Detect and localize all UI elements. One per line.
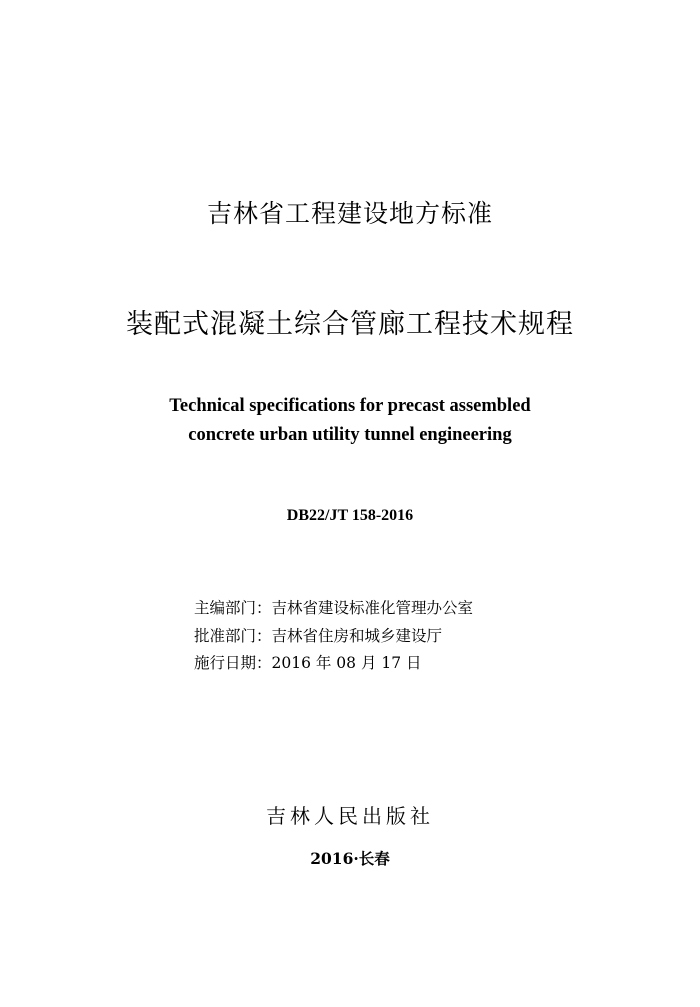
standard-code: DB22/JT 158-2016 — [286, 507, 414, 524]
editor-department: 主编部门：吉林省建设标准化管理办公室 — [194, 599, 474, 617]
series-title: 吉林省工程建设地方标准 — [206, 199, 493, 228]
document-title-chinese: 装配式混凝土综合管廊工程技术规程 — [126, 309, 574, 340]
english-title-line-1: Technical specifications for precast assembled — [169, 396, 531, 416]
approval-department: 批准部门：吉林省住房和城乡建设厅 — [194, 626, 443, 645]
publication-place-year: 2016·长春 — [310, 849, 390, 868]
effective-date: 施行日期：2016 年 08 月 17 日 — [194, 654, 422, 672]
publisher-name: 吉林人民出版社 — [266, 804, 434, 828]
english-title-line-2: concrete urban utility tunnel engineering — [188, 425, 512, 445]
document-title-english — [0, 392, 700, 450]
issuance-info — [194, 595, 473, 678]
